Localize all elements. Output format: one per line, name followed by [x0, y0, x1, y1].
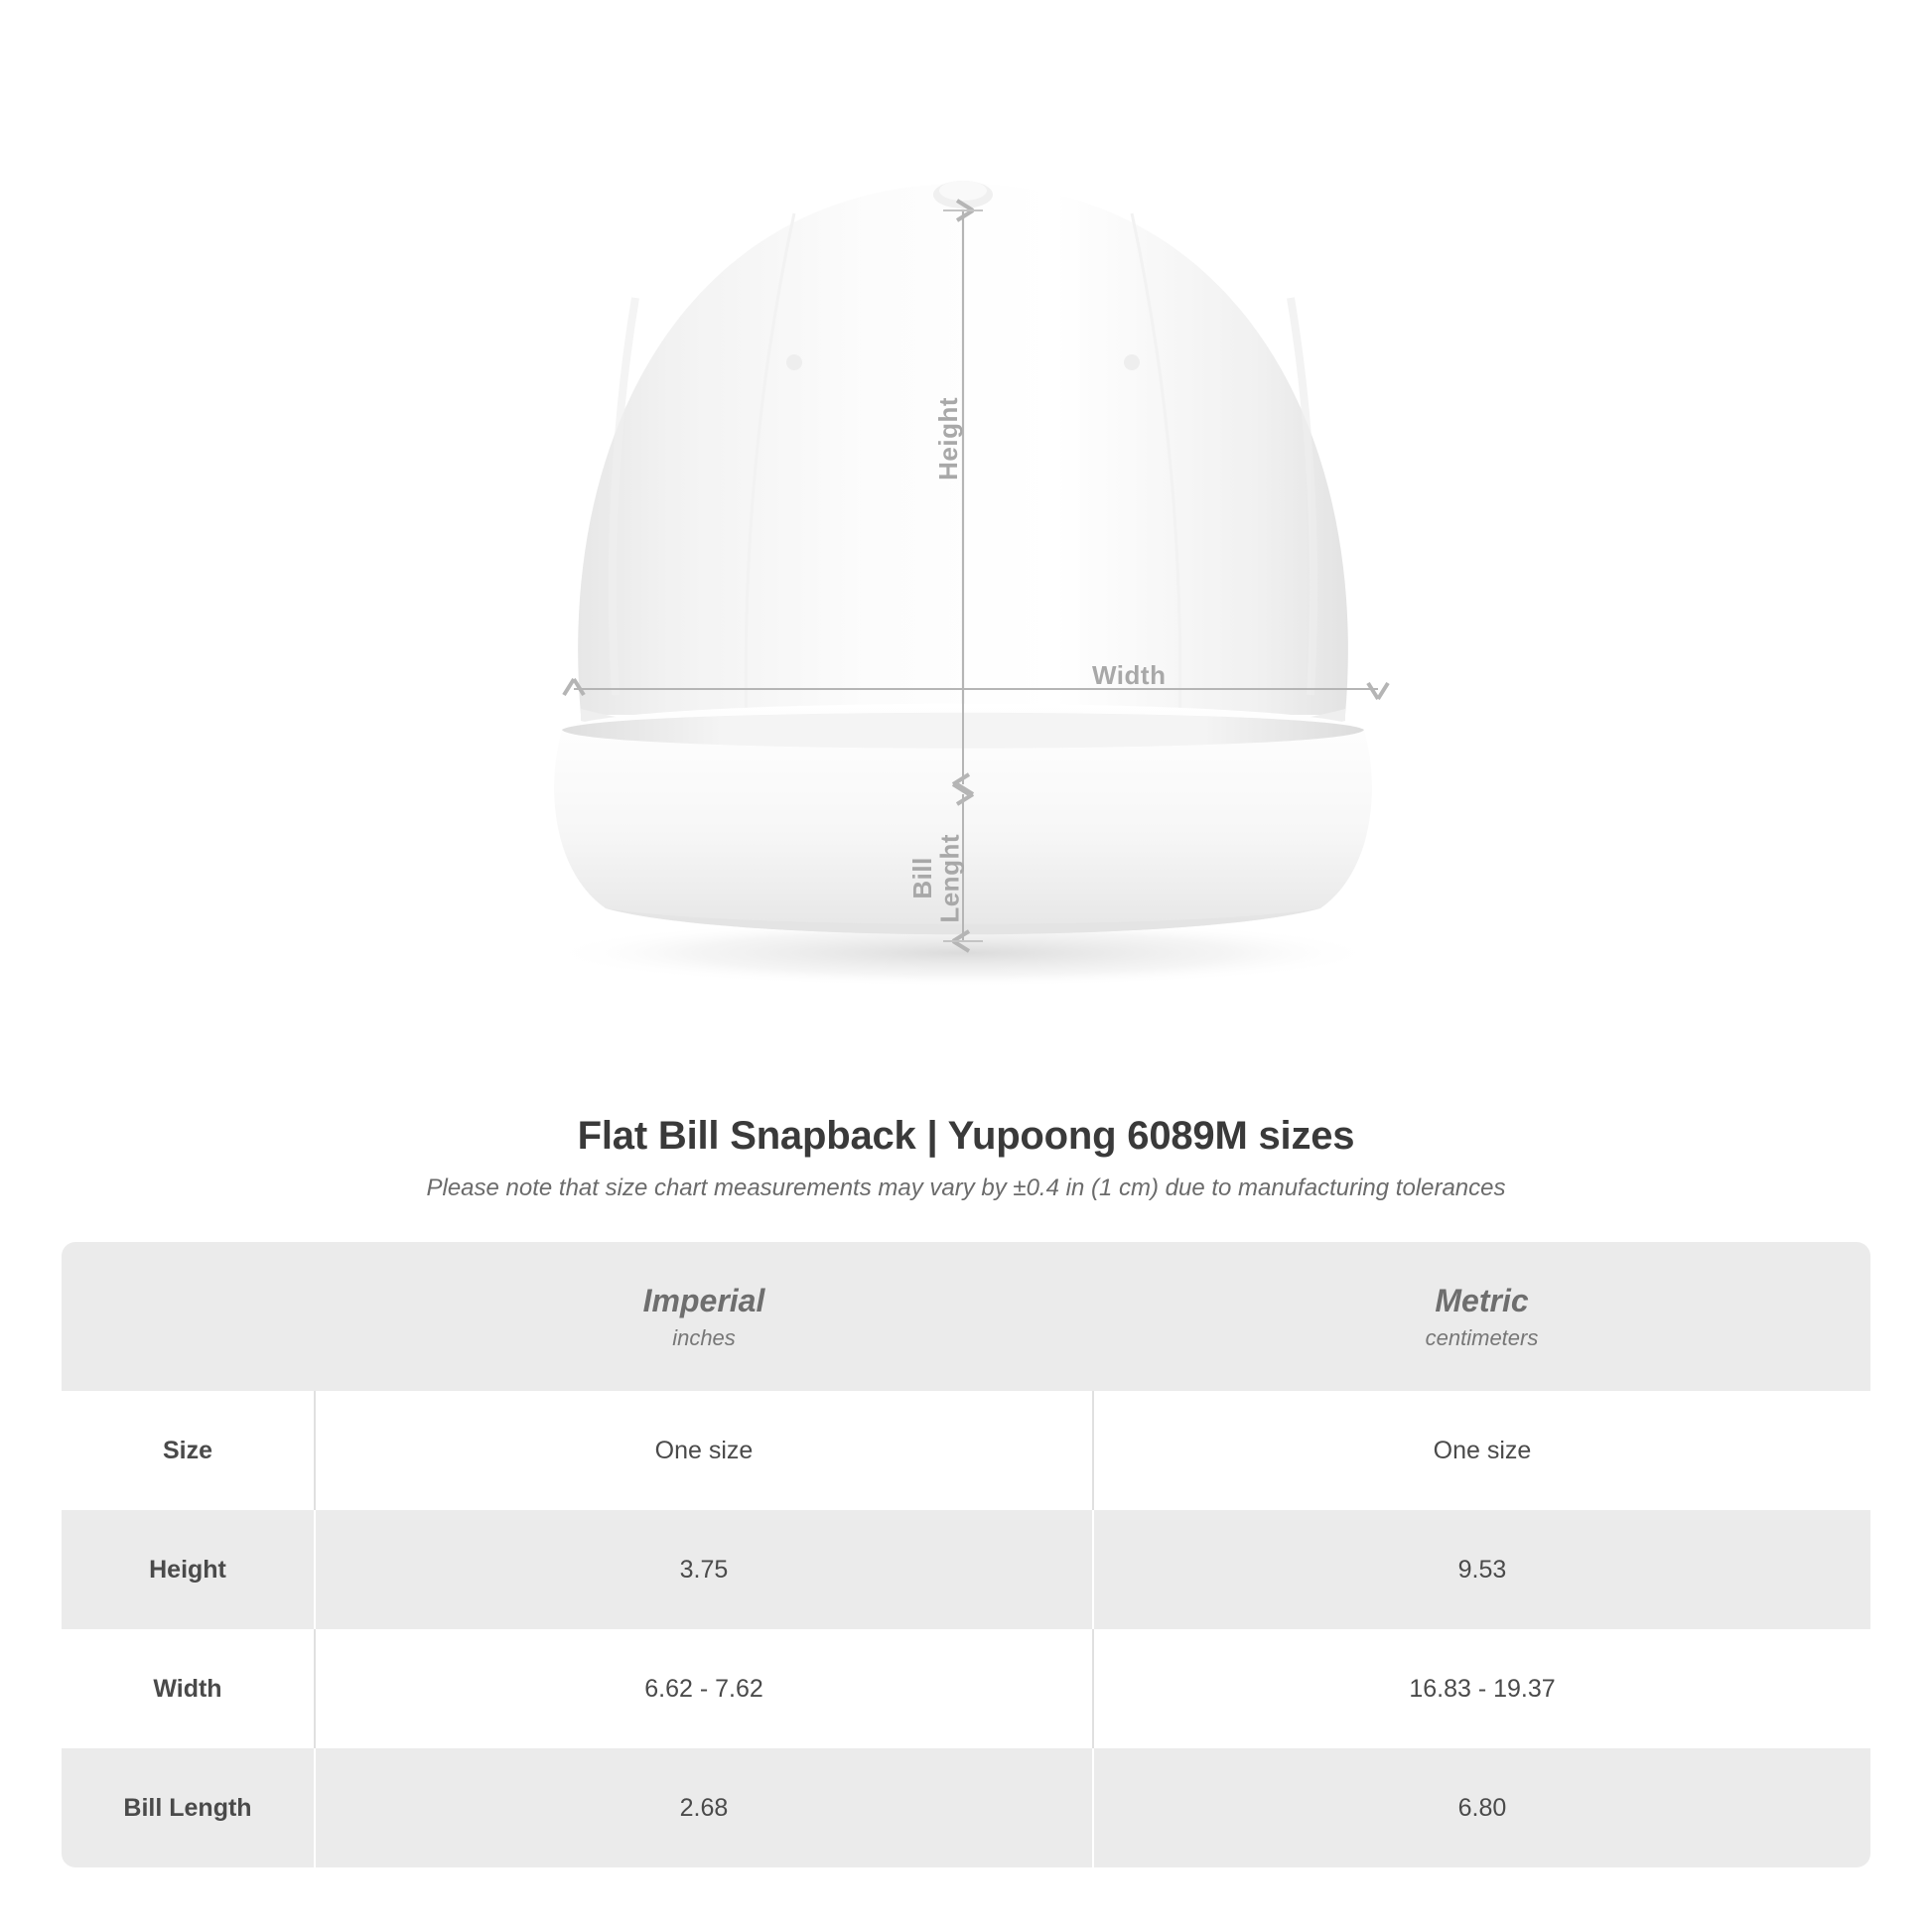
- header-metric-sub: centimeters: [1425, 1324, 1539, 1350]
- page-title: Flat Bill Snapback | Yupoong 6089M sizes: [577, 1114, 1355, 1158]
- row-imperial-value: 3.75: [315, 1510, 1093, 1629]
- bill-length-line-2: Lenght: [934, 834, 965, 923]
- row-metric-value: 6.80: [1093, 1748, 1870, 1867]
- row-label: Height: [62, 1510, 315, 1629]
- bill-length-dimension-label: [909, 834, 964, 923]
- table-header-row: [62, 1242, 1870, 1391]
- table-row: [62, 1510, 1870, 1629]
- row-metric-value: 16.83 - 19.37: [1093, 1629, 1870, 1748]
- bill-length-line-1: Bill: [907, 857, 937, 900]
- header-corner-cell: [62, 1242, 315, 1391]
- header-metric: [1093, 1242, 1870, 1391]
- table-row: [62, 1391, 1870, 1510]
- table-row: [62, 1748, 1870, 1867]
- chart-heading-block: [0, 1114, 1932, 1202]
- row-label: Size: [162, 1436, 213, 1464]
- table-row: [62, 1629, 1870, 1748]
- row-imperial-value: 6.62 - 7.62: [315, 1629, 1093, 1748]
- row-imperial-value: 2.68: [315, 1748, 1093, 1867]
- header-imperial: [315, 1242, 1093, 1391]
- header-metric-title: Metric: [1435, 1282, 1529, 1318]
- height-dimension-label: Height: [933, 397, 963, 481]
- row-label: Width: [153, 1674, 222, 1703]
- table-body: [62, 1391, 1870, 1867]
- header-imperial-sub: inches: [672, 1324, 736, 1350]
- tolerance-note: Please note that size chart measurements may vary by ±0.4 in (1 cm) due to manufacturing tolerances: [426, 1174, 1506, 1201]
- width-dimension-label: Width: [1092, 660, 1167, 690]
- row-imperial-value: One size: [315, 1391, 1093, 1510]
- row-metric-value: 9.53: [1093, 1510, 1870, 1629]
- row-label: Bill Length: [62, 1748, 315, 1867]
- header-imperial-title: Imperial: [642, 1282, 765, 1318]
- table-header: [62, 1242, 1870, 1391]
- row-metric-value: One size: [1093, 1391, 1870, 1510]
- size-table-wrapper: [62, 1242, 1870, 1867]
- size-table: [62, 1242, 1870, 1867]
